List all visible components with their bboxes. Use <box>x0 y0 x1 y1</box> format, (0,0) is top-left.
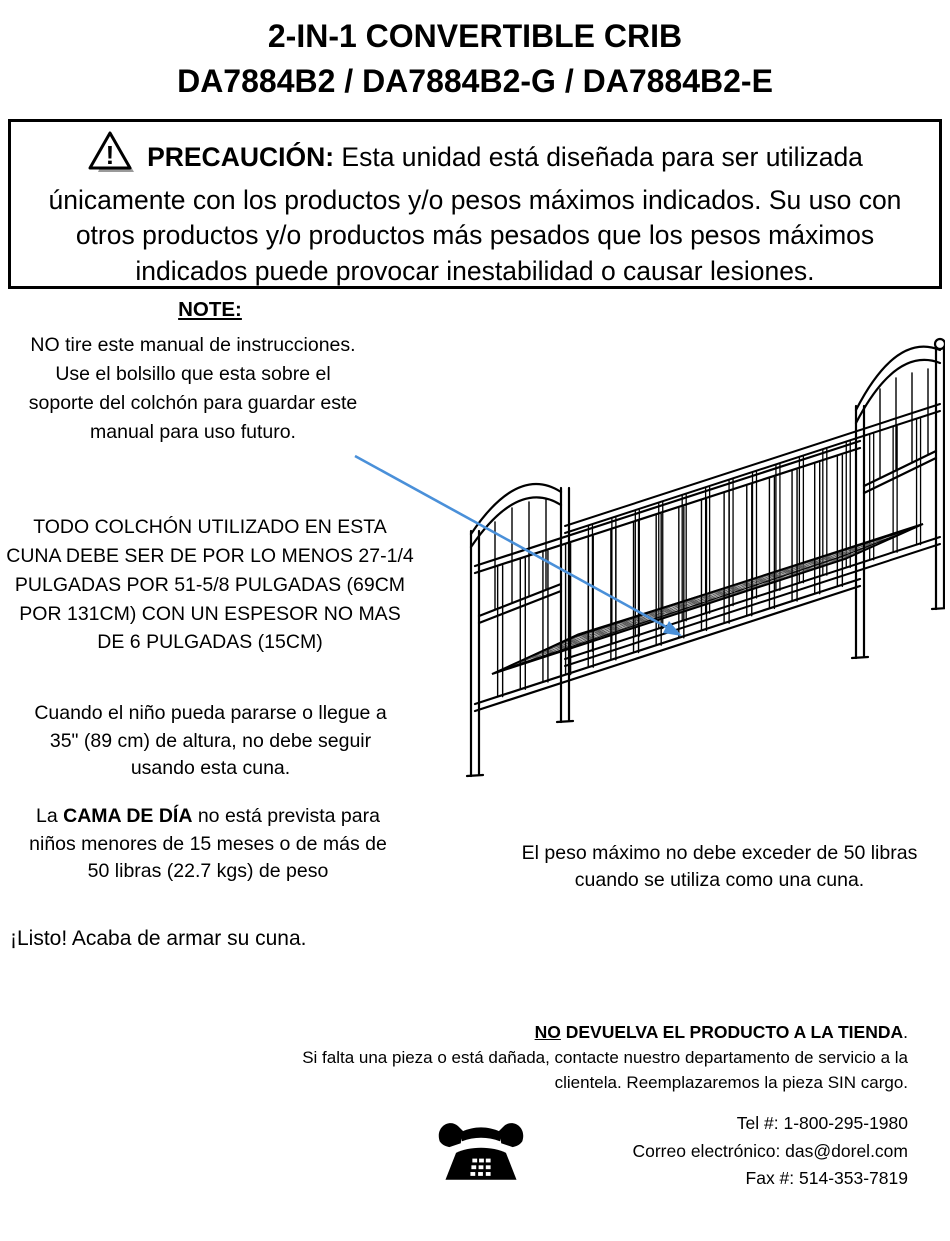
page-title-line1: 2-IN-1 CONVERTIBLE CRIB <box>267 18 683 54</box>
note-heading: NOTE: <box>178 298 242 321</box>
page-title-line2: DA7884B2 / DA7884B2-G / DA7884B2-E <box>177 63 773 100</box>
caution-box <box>8 119 942 289</box>
contact-email: Correo electrónico: das@dorel.com <box>632 1140 908 1161</box>
return-notice-heading <box>250 1022 908 1043</box>
note-body: NO tire este manual de instrucciones. Use el bolsillo que esta sobre el soporte del colchón para guardar este manual para uso futuro. <box>28 334 358 443</box>
contact-fax: Fax #: 514-353-7819 <box>745 1168 908 1189</box>
caution-text: Esta unidad está diseñada para ser utilizada únicamente con los productos y/o pesos máximos indicados. Su uso con otros productos y/o productos más pesados que los pesos máximos indicados puede provocar inestabilidad o causar lesiones. <box>48 142 902 286</box>
assembly-done-text: ¡Listo! Acaba de armar su cuna. <box>10 927 307 950</box>
return-notice <box>250 1022 908 1095</box>
return-notice-body: Si falta una pieza o está dañada, contacte nuestro departamento de servicio a la clientela. Reemplazaremos la pieza SIN cargo. <box>302 1048 908 1092</box>
caution-label: PRECAUCIÓN: <box>147 142 335 172</box>
max-weight-caption: El peso máximo no debe exceder de 50 libras cuando se utiliza como una cuna. <box>521 842 918 891</box>
page-title <box>0 14 950 105</box>
crib-illustration <box>340 316 945 811</box>
mattress-spec-text: TODO COLCHÓN UTILIZADO EN ESTA CUNA DEBE SER DE POR LO MENOS 27-1/4 PULGADAS POR 51-5/8 PULGADAS (69CM POR 131CM) CON UN ESPESOR NO MAS DE 6 PULGADAS (15CM) <box>6 516 414 654</box>
crib-right-end-panel <box>852 339 945 658</box>
standing-warning-text: Cuando el niño pueda pararse o llegue a 35" (89 cm) de altura, no debe seguir usando esta cuna. <box>34 702 387 780</box>
return-rest: DEVUELVA EL PRODUCTO A LA TIENDA <box>560 1022 904 1042</box>
warning-triangle-icon <box>87 130 135 183</box>
return-period: . <box>903 1022 908 1042</box>
crib-front-rails <box>475 441 860 711</box>
daybed-prefix: La <box>36 805 64 827</box>
daybed-suffix: no está prevista para niños menores de 15 meses o de más de 50 libras (22.7 kgs) de peso <box>29 805 387 883</box>
black-telephone-icon <box>433 1113 529 1190</box>
return-no: NO <box>534 1022 561 1042</box>
daybed-bold: CAMA DE DÍA <box>63 805 193 827</box>
daybed-warning-text <box>22 803 394 886</box>
svg-text:!: ! <box>105 140 115 170</box>
contact-info <box>632 1110 908 1193</box>
contact-tel: Tel #: 1-800-295-1980 <box>736 1113 908 1133</box>
